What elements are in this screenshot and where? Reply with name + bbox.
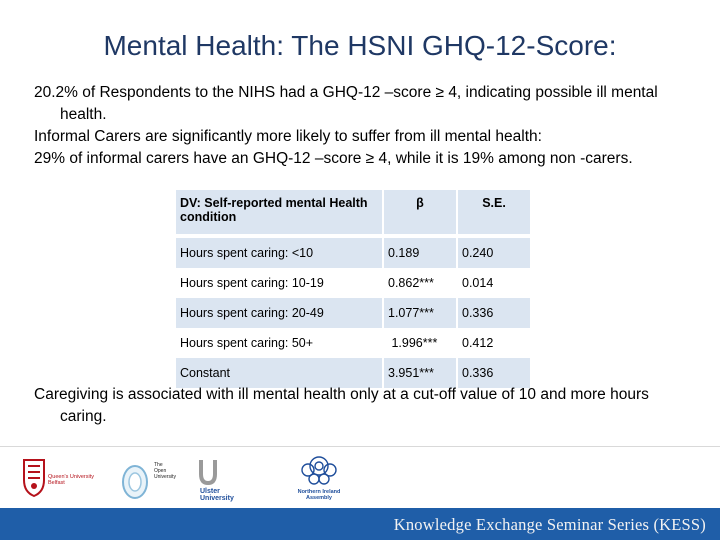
table-row: [176, 298, 530, 328]
intro-line-3: 29% of informal carers have an GHQ-12 –score ≥ 4, while it is 19% among non -carers.: [34, 150, 633, 167]
row-label: Constant: [176, 358, 382, 388]
row-beta: 1.996***: [382, 328, 456, 358]
ulster-word-2: University: [200, 495, 234, 502]
regression-table: [176, 190, 530, 388]
footer-divider: [0, 446, 720, 447]
assembly-word-2: Assembly: [306, 495, 332, 501]
intro-line-2: Informal Carers are significantly more likely to suffer from ill mental health:: [34, 128, 542, 145]
ulster-u-icon: [198, 458, 218, 486]
table-row: [176, 238, 530, 268]
table-row: [176, 328, 530, 358]
row-se: 0.240: [456, 238, 530, 268]
row-label: Hours spent caring: 50+: [176, 328, 382, 358]
conclusion-text: [34, 384, 694, 428]
row-label: Hours spent caring: <10: [176, 238, 382, 268]
footer-banner: [0, 508, 720, 540]
conclusion-line: Caregiving is associated with ill mental health only at a cut-off value of 10 and more hours caring.: [34, 386, 649, 425]
row-beta: 0.862***: [382, 268, 456, 298]
ni-assembly-logo: [286, 454, 352, 506]
row-se: 0.014: [456, 268, 530, 298]
ulster-university-logo: [198, 458, 262, 504]
open-university-emblem-icon: [120, 460, 154, 500]
row-beta: 1.077***: [382, 298, 456, 328]
intro-text: [34, 82, 694, 170]
row-se: 0.336: [456, 298, 530, 328]
open-university-logo: [120, 460, 176, 504]
open-word-2: Open: [154, 468, 167, 474]
intro-line-1: 20.2% of Respondents to the NIHS had a GHQ-12 –score ≥ 4, indicating possible ill mental health.: [34, 84, 658, 123]
ni-assembly-logo-text: [286, 489, 352, 501]
queens-crest-icon: [22, 458, 46, 498]
queens-university-logo: [22, 458, 94, 506]
ulster-word-1: Ulster: [200, 488, 220, 495]
queens-name: Queen's University: [48, 474, 94, 480]
footer-title: Knowledge Exchange Seminar Series (KESS): [393, 515, 706, 534]
row-label: Hours spent caring: 10-19: [176, 268, 382, 298]
ulster-logo-text: [200, 488, 234, 502]
row-beta: 3.951***: [382, 358, 456, 388]
header-dv: DV: Self-reported mental Health condition: [176, 190, 382, 234]
open-word-1: The: [154, 462, 163, 468]
slide-title: Mental Health: The HSNI GHQ-12-Score:: [103, 30, 617, 61]
logo-strip: [0, 448, 720, 508]
open-word-3: University: [154, 474, 176, 480]
open-logo-text: [154, 462, 176, 480]
header-beta: β: [382, 190, 456, 234]
row-beta: 0.189: [382, 238, 456, 268]
row-se: 0.412: [456, 328, 530, 358]
queens-city: Belfast: [48, 480, 65, 486]
ni-assembly-flax-icon: [296, 454, 342, 488]
table-row: [176, 268, 530, 298]
assembly-word-1: Northern Ireland: [297, 489, 341, 495]
row-se: 0.336: [456, 358, 530, 388]
row-label: Hours spent caring: 20-49: [176, 298, 382, 328]
queens-logo-text: [48, 474, 94, 486]
header-se: S.E.: [456, 190, 530, 234]
table-header-row: [176, 190, 530, 234]
